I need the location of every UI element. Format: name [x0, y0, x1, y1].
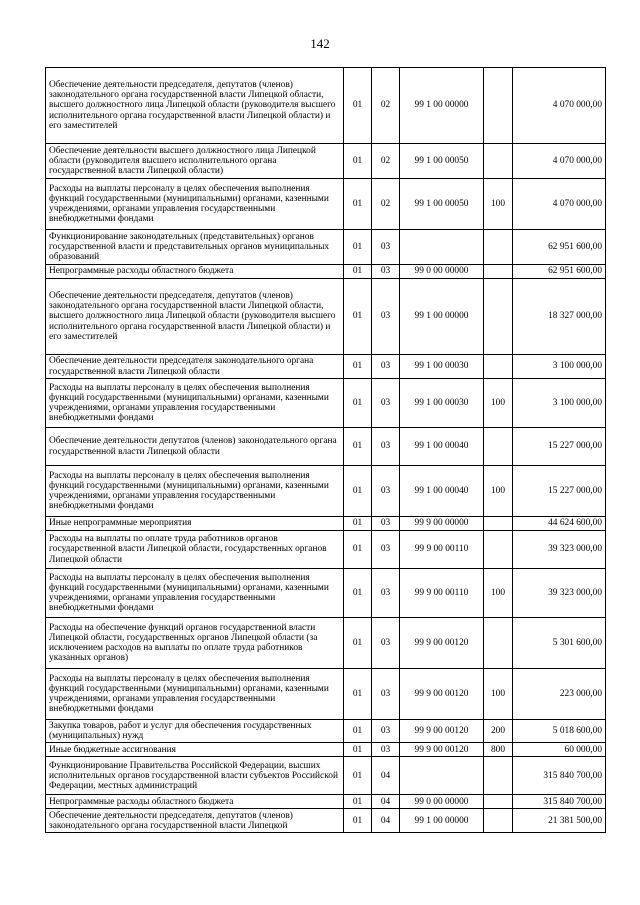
row-name: Расходы на обеспечение функций органов государственной власти Липецкой области, государственных органов Липецкой области (за исключением расходов на выплаты по оплате труда работников указанных органов)	[46, 618, 344, 669]
row-target-article: 99 0 00 00000	[400, 265, 484, 279]
row-expense-type: 100	[484, 466, 513, 517]
row-section: 01	[344, 279, 372, 355]
row-target-article: 99 9 00 00120	[400, 669, 484, 720]
row-expense-type	[484, 68, 513, 144]
row-name: Обеспечение деятельности председателя, депутатов (членов) законодательного органа государственной власти Липецкой области, высшего должностного лица Липецкой области (руководителя высшего исполнительного органа государственной власти Липецкой области) и его заместителей	[46, 279, 344, 355]
row-subsection: 03	[372, 720, 400, 743]
row-target-article: 99 9 00 00120	[400, 743, 484, 757]
row-name: Обеспечение деятельности депутатов (членов) законодательного органа государственной власти Липецкой области	[46, 428, 344, 466]
row-amount: 62 951 600,00	[513, 265, 606, 279]
row-expense-type	[484, 230, 513, 265]
row-amount: 60 000,00	[513, 743, 606, 757]
row-name: Обеспечение деятельности председателя, депутатов (членов) законодательного органа государственной власти Липецкой	[46, 809, 344, 833]
table-row	[46, 618, 606, 669]
table-row	[46, 720, 606, 743]
row-expense-type	[484, 144, 513, 179]
row-name: Расходы на выплаты персоналу в целях обеспечения выполнения функций государственными (муниципальными) органами, казенными учреждениями, органами управления государственными внебюджетными фондами	[46, 466, 344, 517]
row-name: Расходы на выплаты персоналу в целях обеспечения выполнения функций государственными (муниципальными) органами, казенными учреждениями, органами управления государственными внебюджетными фондами	[46, 379, 344, 428]
row-subsection: 04	[372, 795, 400, 809]
table-row	[46, 743, 606, 757]
row-section: 01	[344, 743, 372, 757]
row-target-article: 99 9 00 00110	[400, 531, 484, 569]
row-section: 01	[344, 669, 372, 720]
row-expense-type: 800	[484, 743, 513, 757]
row-name: Обеспечение деятельности высшего должностного лица Липецкой области (руководителя высшего исполнительного органа государственной власти Липецкой области)	[46, 144, 344, 179]
table-row	[46, 379, 606, 428]
row-section: 01	[344, 265, 372, 279]
row-expense-type	[484, 809, 513, 833]
row-target-article: 99 1 00 00030	[400, 355, 484, 379]
row-target-article	[400, 230, 484, 265]
row-expense-type	[484, 517, 513, 531]
row-expense-type	[484, 279, 513, 355]
table-row	[46, 795, 606, 809]
table-row	[46, 531, 606, 569]
row-amount: 39 323 000,00	[513, 531, 606, 569]
row-subsection: 03	[372, 517, 400, 531]
row-subsection: 03	[372, 669, 400, 720]
row-subsection: 03	[372, 265, 400, 279]
row-amount: 5 301 600,00	[513, 618, 606, 669]
table-row	[46, 355, 606, 379]
row-section: 01	[344, 179, 372, 230]
table-row	[46, 265, 606, 279]
row-section: 01	[344, 531, 372, 569]
table-row	[46, 279, 606, 355]
row-section: 01	[344, 379, 372, 428]
row-subsection: 02	[372, 144, 400, 179]
row-name: Иные бюджетные ассигнования	[46, 743, 344, 757]
table-row	[46, 144, 606, 179]
row-expense-type	[484, 355, 513, 379]
row-section: 01	[344, 144, 372, 179]
row-target-article: 99 1 00 00030	[400, 379, 484, 428]
row-amount: 315 840 700,00	[513, 795, 606, 809]
row-subsection: 03	[372, 618, 400, 669]
row-target-article: 99 1 00 00000	[400, 68, 484, 144]
row-amount: 223 000,00	[513, 669, 606, 720]
row-name: Непрограммные расходы областного бюджета	[46, 795, 344, 809]
row-amount: 15 227 000,00	[513, 466, 606, 517]
row-amount: 315 840 700,00	[513, 757, 606, 795]
row-name: Обеспечение деятельности председателя, депутатов (членов) законодательного органа государственной власти Липецкой области, высшего должностного лица Липецкой области (руководителя высшего исполнительного органа государственной власти Липецкой области) и его заместителей	[46, 68, 344, 144]
row-amount: 3 100 000,00	[513, 379, 606, 428]
row-target-article: 99 9 00 00000	[400, 517, 484, 531]
table-row	[46, 428, 606, 466]
row-section: 01	[344, 428, 372, 466]
table-row	[46, 179, 606, 230]
row-target-article: 99 1 00 00050	[400, 179, 484, 230]
row-expense-type	[484, 428, 513, 466]
row-subsection: 02	[372, 179, 400, 230]
row-target-article	[400, 757, 484, 795]
row-subsection: 03	[372, 230, 400, 265]
row-expense-type	[484, 531, 513, 569]
table-row	[46, 230, 606, 265]
row-subsection: 03	[372, 428, 400, 466]
row-amount: 5 018 600,00	[513, 720, 606, 743]
row-name: Обеспечение деятельности председателя законодательного органа государственной власти Липецкой области	[46, 355, 344, 379]
row-name: Закупка товаров, работ и услуг для обеспечения государственных (муниципальных) нужд	[46, 720, 344, 743]
row-subsection: 03	[372, 355, 400, 379]
table-row	[46, 466, 606, 517]
row-amount: 21 381 500,00	[513, 809, 606, 833]
row-name: Расходы на выплаты персоналу в целях обеспечения выполнения функций государственными (муниципальными) органами, казенными учреждениями, органами управления государственными внебюджетными фондами	[46, 179, 344, 230]
row-expense-type: 100	[484, 179, 513, 230]
row-name: Расходы на выплаты по оплате труда работников органов государственной власти Липецкой области, государственных органов Липецкой области	[46, 531, 344, 569]
row-amount: 4 070 000,00	[513, 68, 606, 144]
row-expense-type	[484, 795, 513, 809]
table-row	[46, 517, 606, 531]
row-target-article: 99 9 00 00110	[400, 569, 484, 618]
row-expense-type: 100	[484, 379, 513, 428]
row-target-article: 99 1 00 00040	[400, 428, 484, 466]
row-section: 01	[344, 618, 372, 669]
table-row	[46, 68, 606, 144]
page-number: 142	[310, 36, 330, 51]
row-amount: 3 100 000,00	[513, 355, 606, 379]
row-target-article: 99 1 00 00050	[400, 144, 484, 179]
row-subsection: 03	[372, 466, 400, 517]
row-section: 01	[344, 809, 372, 833]
row-expense-type: 200	[484, 720, 513, 743]
row-subsection: 03	[372, 743, 400, 757]
row-name: Функционирование законодательных (представительных) органов государственной власти и представительных органов муниципальных образований	[46, 230, 344, 265]
table-row	[46, 809, 606, 833]
row-name: Непрограммные расходы областного бюджета	[46, 265, 344, 279]
row-subsection: 02	[372, 68, 400, 144]
row-expense-type	[484, 757, 513, 795]
row-name: Расходы на выплаты персоналу в целях обеспечения выполнения функций государственными (муниципальными) органами, казенными учреждениями, органами управления государственными внебюджетными фондами	[46, 669, 344, 720]
row-expense-type: 100	[484, 669, 513, 720]
row-expense-type: 100	[484, 569, 513, 618]
row-name: Функционирование Правительства Российской Федерации, высших исполнительных органов государственной власти субъектов Российской Федерации, местных администраций	[46, 757, 344, 795]
row-section: 01	[344, 466, 372, 517]
row-amount: 39 323 000,00	[513, 569, 606, 618]
row-section: 01	[344, 720, 372, 743]
row-target-article: 99 1 00 00000	[400, 279, 484, 355]
row-name: Иные непрограммные мероприятия	[46, 517, 344, 531]
row-section: 01	[344, 795, 372, 809]
budget-table-body	[46, 68, 606, 833]
table-row	[46, 757, 606, 795]
row-amount: 44 624 600,00	[513, 517, 606, 531]
row-amount: 62 951 600,00	[513, 230, 606, 265]
row-target-article: 99 0 00 00000	[400, 795, 484, 809]
row-section: 01	[344, 68, 372, 144]
row-amount: 18 327 000,00	[513, 279, 606, 355]
row-name: Расходы на выплаты персоналу в целях обеспечения выполнения функций государственными (муниципальными) органами, казенными учреждениями, органами управления государственными внебюджетными фондами	[46, 569, 344, 618]
row-section: 01	[344, 355, 372, 379]
row-section: 01	[344, 230, 372, 265]
row-target-article: 99 1 00 00040	[400, 466, 484, 517]
row-target-article: 99 1 00 00000	[400, 809, 484, 833]
row-amount: 4 070 000,00	[513, 179, 606, 230]
row-amount: 15 227 000,00	[513, 428, 606, 466]
row-subsection: 03	[372, 379, 400, 428]
row-section: 01	[344, 757, 372, 795]
row-subsection: 04	[372, 757, 400, 795]
row-subsection: 04	[372, 809, 400, 833]
row-subsection: 03	[372, 279, 400, 355]
row-target-article: 99 9 00 00120	[400, 618, 484, 669]
budget-table	[45, 67, 606, 833]
row-section: 01	[344, 517, 372, 531]
row-target-article: 99 9 00 00120	[400, 720, 484, 743]
table-row	[46, 569, 606, 618]
row-subsection: 03	[372, 569, 400, 618]
row-subsection: 03	[372, 531, 400, 569]
row-section: 01	[344, 569, 372, 618]
row-expense-type	[484, 265, 513, 279]
row-amount: 4 070 000,00	[513, 144, 606, 179]
row-expense-type	[484, 618, 513, 669]
table-row	[46, 669, 606, 720]
